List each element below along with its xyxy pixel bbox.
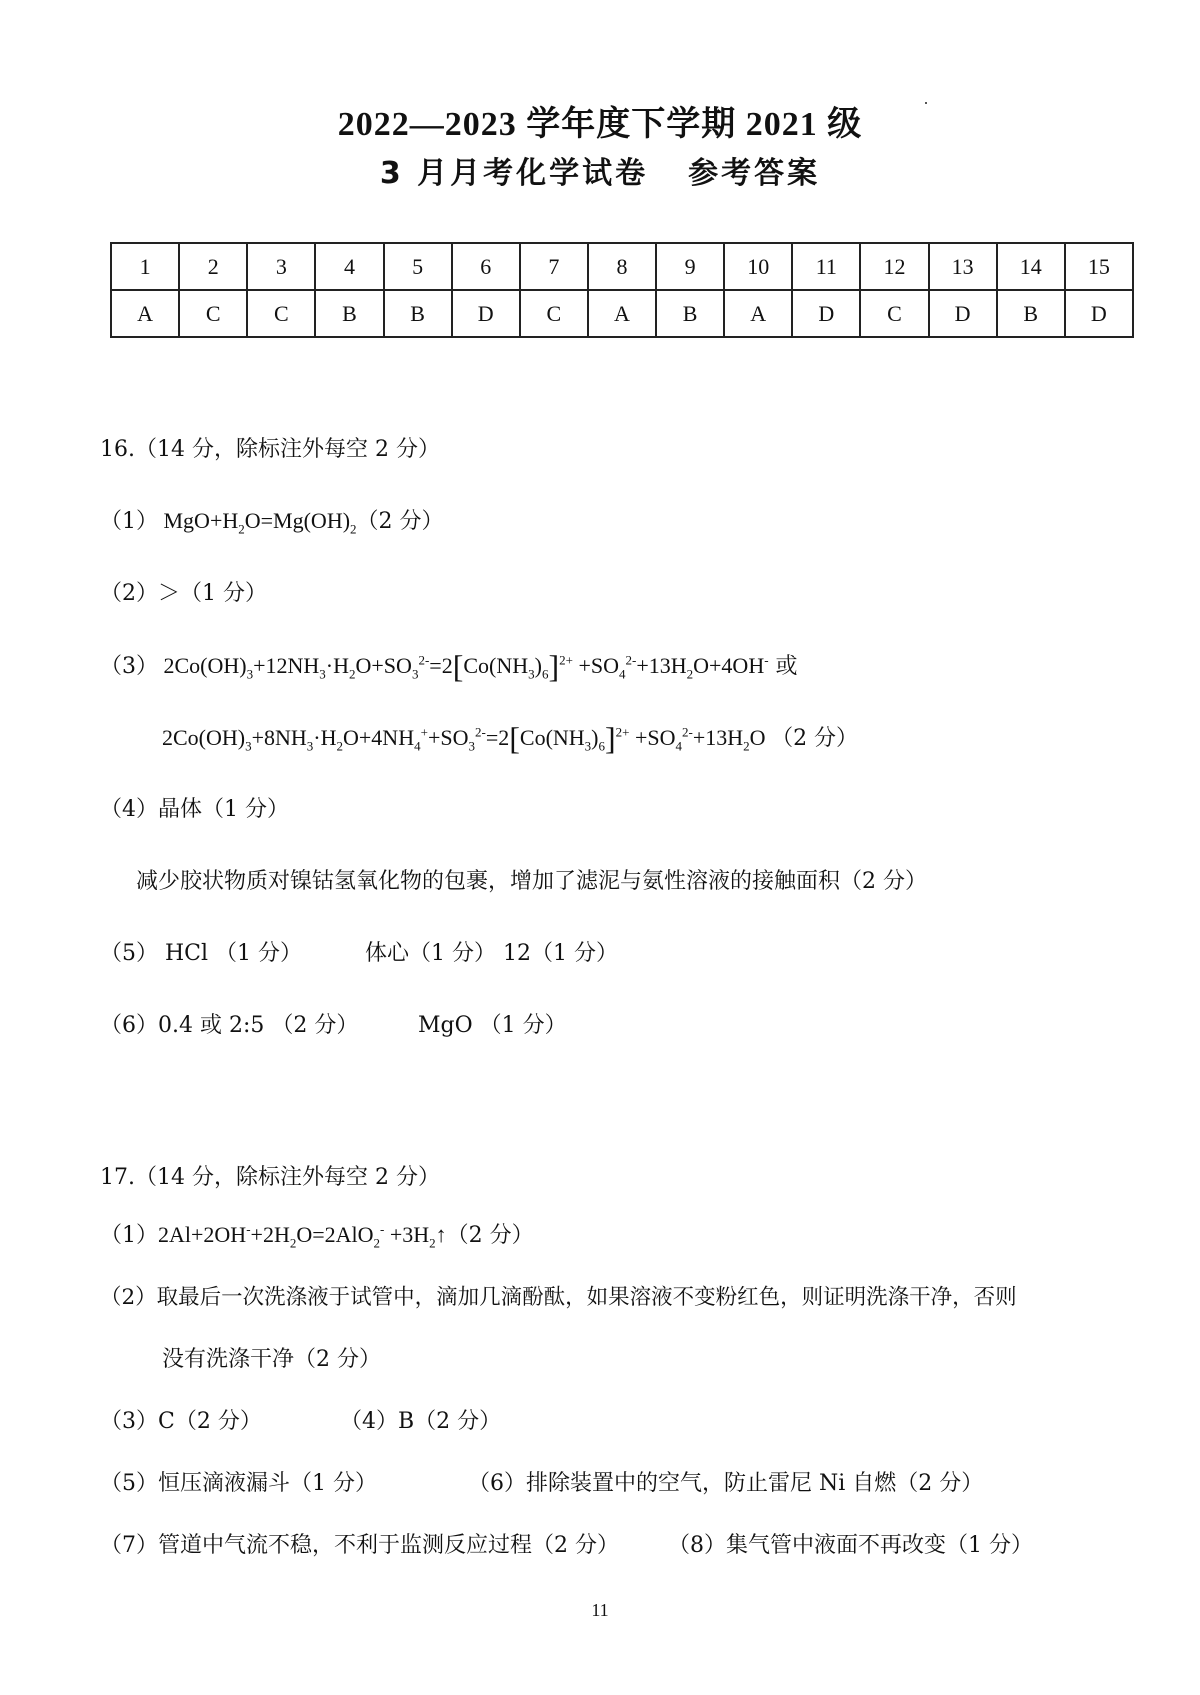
- q16-part3-line1: [100, 648, 798, 685]
- page-subtitle: [0, 148, 1200, 192]
- question-number: 13: [929, 243, 997, 290]
- question-number: 5: [384, 243, 452, 290]
- q17-part1-equation: $2Al+2OH^-+2H_2O=2AlO_2^-$ $+3H_2↑$: [158, 1221, 447, 1251]
- page-title: 2022—2023 学年度下学期 2021 级: [337, 106, 863, 143]
- answer-cell: C: [247, 290, 315, 337]
- answer-cell: B: [656, 290, 724, 337]
- question-number: 12: [860, 243, 928, 290]
- page-number: 11: [591, 1600, 609, 1620]
- question-number: 11: [792, 243, 860, 290]
- answer-table: [110, 242, 1134, 338]
- answer-cell: D: [1065, 290, 1133, 337]
- answer-cell: B: [315, 290, 383, 337]
- q16-heading: 16.（14 分，除标注外每空 2 分）: [100, 437, 440, 462]
- question-number: 1: [111, 243, 179, 290]
- answer-cell: A: [724, 290, 792, 337]
- question-number: 8: [588, 243, 656, 290]
- q16-part1-equation: $MgO+H_2O=Mg(OH)_2$: [158, 508, 357, 537]
- answer-cell: D: [452, 290, 520, 337]
- answer-cell: C: [179, 290, 247, 337]
- answer-cell: D: [929, 290, 997, 337]
- q16-part3-or: 或: [768, 654, 798, 679]
- q16-part3-label: （3）: [100, 654, 158, 679]
- answer-table-numbers-row: [111, 243, 1133, 290]
- q16-part6b: MgO （1 分）: [418, 1013, 567, 1038]
- answer-cell: C: [520, 290, 588, 337]
- stray-dot: [925, 102, 927, 104]
- q16-part1-score: （2 分）: [356, 509, 444, 534]
- answer-table-answers-row: [111, 290, 1133, 337]
- q16-part4b: 减少胶状物质对镍钴氢氧化物的包裹，增加了滤泥与氨性溶液的接触面积（2 分）: [136, 869, 927, 894]
- answer-cell: B: [384, 290, 452, 337]
- q16-part3-equation2: $2Co(OH)_3+8NH_3\cdot H_2O+4NH_4^++SO_3^{2-}=2[Co(NH_3)_6]^{2+} +SO_4^{2-}+13H_2O$: [162, 720, 772, 756]
- answer-cell: A: [588, 290, 656, 337]
- question-number: 2: [179, 243, 247, 290]
- q16-part1-label: （1）: [100, 509, 158, 534]
- q17-part1-score: （2 分）: [446, 1223, 534, 1248]
- q16-part5b: 体心（1 分） 12（1 分）: [365, 941, 618, 966]
- q17-part6: （6）排除装置中的空气，防止雷尼 Ni 自燃（2 分）: [468, 1471, 984, 1496]
- q16-part2: （2）＞（1 分）: [100, 581, 267, 606]
- answer-cell: C: [860, 290, 928, 337]
- q17-heading: 17.（14 分，除标注外每空 2 分）: [100, 1165, 440, 1190]
- question-number: 15: [1065, 243, 1133, 290]
- question-number: 10: [724, 243, 792, 290]
- q17-part1: [100, 1218, 534, 1249]
- q16-part6a: （6）0.4 或 2:5 （2 分）: [100, 1013, 359, 1038]
- answer-cell: A: [111, 290, 179, 337]
- q16-part4a: （4）晶体（1 分）: [100, 797, 289, 822]
- q17-part3: （3）C（2 分）: [100, 1409, 262, 1434]
- q16-part3-equation1: $2Co(OH)_3+12NH_3\cdot H_2O+SO_3^{2-}=2[Co(NH_3)_6]^{2+} +SO_4^{2-}+13H_2O+4OH^-$: [158, 648, 769, 684]
- q17-part1-label: （1）: [100, 1223, 158, 1248]
- q17-part8: （8）集气管中液面不再改变（1 分）: [668, 1533, 1033, 1558]
- q16-part3-score: （2 分）: [771, 726, 859, 751]
- question-number: 4: [315, 243, 383, 290]
- subtitle-exam: 3 月月考化学试卷: [379, 156, 649, 191]
- q17-part5: （5）恒压滴液漏斗（1 分）: [100, 1471, 377, 1496]
- answer-cell: B: [997, 290, 1065, 337]
- subtitle-answer-key: 参考答案: [688, 156, 821, 191]
- question-number: 7: [520, 243, 588, 290]
- q16-part3-line2: [162, 720, 858, 757]
- answer-cell: D: [792, 290, 860, 337]
- q17-part7: （7）管道中气流不稳，不利于监测反应过程（2 分）: [100, 1533, 619, 1558]
- q17-part2a: （2）取最后一次洗涤液于试管中，滴加几滴酚酞，如果溶液不变粉红色，则证明洗涤干净，否则: [100, 1285, 1017, 1310]
- question-number: 3: [247, 243, 315, 290]
- q17-part2b: 没有洗涤干净（2 分）: [162, 1347, 381, 1372]
- q16-part5a: （5） HCl （1 分）: [100, 941, 303, 966]
- q16-part1: [100, 504, 444, 535]
- question-number: 14: [997, 243, 1065, 290]
- q17-part4: （4）B（2 分）: [340, 1409, 502, 1434]
- question-number: 6: [452, 243, 520, 290]
- question-number: 9: [656, 243, 724, 290]
